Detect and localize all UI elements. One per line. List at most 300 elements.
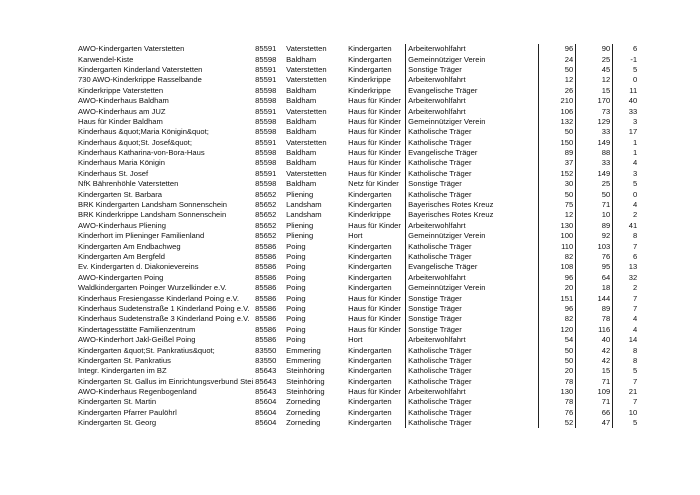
table-row [78, 148, 639, 158]
cell-town: Baldham [286, 127, 317, 137]
cell-capacity: 76 [539, 408, 576, 418]
cell-capacity: 151 [539, 293, 576, 303]
cell-provider: Arbeiterwohlfahrt [406, 44, 539, 54]
cell-difference: 10 [613, 408, 640, 418]
cell-difference: 8 [613, 345, 640, 355]
cell-name: BRK Kinderkrippe Landsham Sonnenschein [78, 210, 227, 220]
cell-type: Haus für Kinder [348, 127, 401, 137]
cell-enrolled: 76 [576, 252, 613, 262]
table-row [78, 314, 639, 324]
cell-type: Kindergarten [348, 345, 392, 355]
table-row [78, 418, 639, 428]
cell-difference: 6 [613, 44, 640, 54]
cell-difference: 1 [613, 138, 640, 148]
cell-town: Vaterstetten [286, 75, 327, 85]
cell-town: Vaterstetten [286, 44, 327, 54]
cell-enrolled: 78 [576, 314, 613, 324]
cell-enrolled: 15 [576, 366, 613, 376]
cell-enrolled: 50 [576, 189, 613, 199]
cell-enrolled: 64 [576, 273, 613, 283]
cell-capacity: 50 [539, 65, 576, 75]
cell-capacity: 82 [539, 314, 576, 324]
cell-type: Kindergarten [348, 241, 392, 251]
cell-type: Haus für Kinder [348, 116, 401, 126]
cell-capacity: 30 [539, 179, 576, 189]
cell-postal-code: 85643 [255, 387, 277, 397]
cell-provider: Bayerisches Rotes Kreuz [406, 210, 539, 220]
cell-difference: 5 [613, 418, 640, 428]
table-row [78, 273, 639, 283]
cell-postal-code: 85643 [255, 366, 277, 376]
cell-type: Haus für Kinder [348, 314, 401, 324]
cell-provider: Katholische Träger [406, 418, 539, 428]
cell-postal-code: 85604 [255, 407, 277, 417]
cell-provider: Arbeiterwohlfahrt [406, 75, 539, 85]
cell-provider: Evangelische Träger [406, 262, 539, 272]
table-row [78, 325, 639, 335]
table-row [78, 252, 639, 262]
cell-provider: Katholische Träger [406, 345, 539, 355]
cell-enrolled: 42 [576, 345, 613, 355]
table-row [78, 106, 639, 116]
cell-provider: Arbeiterwohlfahrt [406, 273, 539, 283]
cell-provider: Katholische Träger [406, 397, 539, 407]
cell-name: Karwendel-Kiste [78, 54, 134, 64]
cell-type: Kindergarten [348, 200, 392, 210]
cell-provider: Katholische Träger [406, 241, 539, 251]
cell-postal-code: 85586 [255, 252, 277, 261]
cell-capacity: 50 [539, 356, 576, 366]
cell-enrolled: 73 [576, 106, 613, 116]
cell-postal-code: 83550 [255, 345, 277, 355]
cell-name: Kinderhaus Sudetenstraße 1 Kinderland Poing e.V. [78, 303, 250, 313]
cell-postal-code: 85586 [255, 283, 277, 293]
cell-name: Kinderhaus Maria Königin [78, 158, 165, 168]
cell-provider: Katholische Träger [406, 356, 539, 366]
cell-difference: 33 [613, 106, 640, 116]
cell-type: Haus für Kinder [348, 303, 401, 313]
cell-type: Kinderkrippe [348, 75, 391, 85]
cell-capacity: 50 [539, 345, 576, 355]
cell-postal-code: 85598 [255, 85, 277, 95]
cell-provider: Katholische Träger [406, 252, 539, 262]
table-row [78, 138, 639, 148]
cell-enrolled: 103 [576, 241, 613, 251]
cell-capacity: 152 [539, 169, 576, 179]
cell-town: Poing [286, 293, 306, 303]
cell-difference: 14 [613, 335, 640, 345]
cell-enrolled: 15 [576, 86, 613, 96]
cell-town: Vaterstetten [286, 64, 327, 74]
cell-difference: 4 [613, 200, 640, 210]
cell-name: Haus für Kinder Baldham [78, 116, 163, 126]
cell-difference: 4 [613, 158, 640, 168]
cell-town: Zorneding [286, 397, 321, 407]
cell-capacity: 75 [539, 200, 576, 210]
cell-difference: 7 [613, 293, 640, 303]
cell-postal-code: 85591 [255, 168, 277, 178]
cell-name: Kindergarten Am Bergfeld [78, 252, 165, 261]
cell-name: Kinderkrippe Vaterstetten [78, 85, 164, 95]
cell-enrolled: 170 [576, 96, 613, 106]
cell-difference: 7 [613, 241, 640, 251]
cell-town: Baldham [286, 158, 317, 168]
cell-enrolled: 40 [576, 335, 613, 345]
cell-provider: Katholische Träger [406, 127, 539, 137]
cell-name: Kinderhaus Sudetenstraße 3 Kinderland Poing e.V. [78, 314, 250, 324]
cell-type: Haus für Kinder [348, 220, 401, 230]
cell-difference: 6 [613, 252, 640, 262]
table-row [78, 54, 639, 64]
cell-enrolled: 10 [576, 210, 613, 220]
cell-difference: 4 [613, 325, 640, 335]
cell-postal-code: 83550 [255, 355, 277, 365]
cell-capacity: 108 [539, 262, 576, 272]
table-row [78, 304, 639, 314]
cell-provider: Sonstige Träger [406, 293, 539, 303]
cell-capacity: 37 [539, 158, 576, 168]
cell-enrolled: 92 [576, 231, 613, 241]
cell-difference: 1 [613, 148, 640, 158]
table-row [78, 387, 639, 397]
table-row [78, 241, 639, 251]
cell-type: Kinderkrippe [348, 85, 391, 95]
cell-town: Zorneding [286, 407, 321, 417]
cell-capacity: 54 [539, 335, 576, 345]
cell-capacity: 20 [539, 366, 576, 376]
cell-name: BRK Kindergarten Landsham Sonnenschein [78, 200, 228, 210]
cell-difference: 0 [613, 189, 640, 199]
cell-town: Emmering [286, 355, 321, 365]
table-row [78, 283, 639, 293]
cell-postal-code: 85598 [255, 116, 277, 126]
cell-type: Kindergarten [348, 407, 392, 417]
cell-provider: Arbeiterwohlfahrt [406, 221, 539, 231]
cell-enrolled: 66 [576, 408, 613, 418]
cell-type: Kindergarten [348, 418, 392, 428]
cell-difference: 8 [613, 231, 640, 241]
cell-name: Kinderhaus &quot;Maria Königin&quot; [78, 127, 209, 137]
cell-provider: Katholische Träger [406, 169, 539, 179]
cell-name: Kindergarten Kinderland Vaterstetten [78, 64, 203, 74]
cell-difference: -1 [613, 54, 640, 64]
cell-capacity: 132 [539, 117, 576, 127]
cell-name: Kinderhaus Fresiengasse Kinderland Poing e.V. [78, 293, 239, 303]
cell-postal-code: 85652 [255, 231, 277, 241]
cell-type: Kinderkrippe [348, 210, 391, 220]
cell-provider: Katholische Träger [406, 377, 539, 387]
cell-enrolled: 149 [576, 169, 613, 179]
cell-difference: 7 [613, 377, 640, 387]
cell-type: Kindergarten [348, 54, 392, 64]
cell-type: Kindergarten [348, 397, 392, 407]
cell-provider: Sonstige Träger [406, 325, 539, 335]
cell-town: Poing [286, 262, 306, 272]
table-row [78, 231, 639, 241]
kita-table-body [78, 44, 639, 428]
cell-town: Baldham [286, 96, 317, 106]
cell-provider: Katholische Träger [406, 138, 539, 148]
cell-provider: Gemeinnütziger Verein [406, 231, 539, 241]
cell-name: AWO-Kinderhaus Baldham [78, 96, 169, 106]
cell-enrolled: 25 [576, 179, 613, 189]
cell-provider: Sonstige Träger [406, 65, 539, 75]
cell-enrolled: 149 [576, 138, 613, 148]
cell-town: Poing [286, 314, 306, 324]
cell-enrolled: 89 [576, 221, 613, 231]
cell-provider: Arbeiterwohlfahrt [406, 387, 539, 397]
cell-postal-code: 85586 [255, 262, 277, 272]
cell-postal-code: 85586 [255, 303, 277, 313]
cell-type: Haus für Kinder [348, 158, 401, 168]
cell-capacity: 24 [539, 54, 576, 64]
cell-enrolled: 33 [576, 158, 613, 168]
cell-difference: 5 [613, 179, 640, 189]
table-row [78, 335, 639, 345]
cell-capacity: 20 [539, 283, 576, 293]
cell-postal-code: 85591 [255, 137, 277, 147]
cell-difference: 11 [613, 86, 640, 96]
cell-type: Kindergarten [348, 366, 392, 376]
table-row [78, 158, 639, 168]
cell-town: Baldham [286, 179, 317, 189]
table-row [78, 408, 639, 418]
cell-enrolled: 33 [576, 127, 613, 137]
cell-postal-code: 85591 [255, 75, 277, 85]
cell-type: Netz für Kinder [348, 179, 399, 189]
cell-provider: Katholische Träger [406, 408, 539, 418]
cell-difference: 32 [613, 273, 640, 283]
table-row [78, 96, 639, 106]
cell-enrolled: 12 [576, 75, 613, 85]
kita-table [78, 44, 639, 428]
table-row [78, 75, 639, 85]
cell-type: Kindergarten [348, 262, 392, 272]
cell-type: Kindergarten [348, 272, 392, 282]
cell-enrolled: 42 [576, 356, 613, 366]
cell-type: Haus für Kinder [348, 324, 401, 334]
cell-capacity: 26 [539, 86, 576, 96]
cell-enrolled: 45 [576, 65, 613, 75]
cell-name: Kindergarten St. Gallus im Einrichtungsverbund Stei [78, 376, 254, 386]
cell-town: Landsham [286, 200, 322, 210]
cell-provider: Arbeiterwohlfahrt [406, 96, 539, 106]
cell-type: Haus für Kinder [348, 168, 401, 178]
cell-capacity: 96 [539, 44, 576, 54]
cell-difference: 13 [613, 262, 640, 272]
cell-capacity: 130 [539, 387, 576, 397]
cell-type: Haus für Kinder [348, 387, 401, 397]
cell-type: Kindergarten [348, 64, 392, 74]
cell-capacity: 50 [539, 127, 576, 137]
cell-enrolled: 47 [576, 418, 613, 428]
cell-provider: Sonstige Träger [406, 179, 539, 189]
table-row [78, 221, 639, 231]
cell-name: Ev. Kindergarten d. Diakonievereins [78, 262, 199, 272]
cell-difference: 17 [613, 127, 640, 137]
table-row [78, 377, 639, 387]
cell-postal-code: 85591 [255, 64, 277, 74]
cell-difference: 5 [613, 366, 640, 376]
cell-name: Kinderhaus St. Josef [78, 168, 149, 178]
cell-difference: 0 [613, 75, 640, 85]
cell-town: Pliening [286, 220, 314, 230]
cell-town: Steinhöring [286, 376, 325, 386]
cell-postal-code: 85591 [255, 106, 277, 116]
cell-postal-code: 85598 [255, 54, 277, 64]
cell-postal-code: 85598 [255, 127, 277, 137]
cell-difference: 7 [613, 304, 640, 314]
table-row [78, 200, 639, 210]
table-row [78, 127, 639, 137]
cell-enrolled: 144 [576, 293, 613, 303]
table-row [78, 86, 639, 96]
cell-type: Kindergarten [348, 283, 392, 293]
cell-capacity: 106 [539, 106, 576, 116]
table-row [78, 179, 639, 189]
cell-type: Hort [348, 335, 363, 345]
cell-postal-code: 85598 [255, 96, 277, 106]
cell-town: Vaterstetten [286, 106, 327, 116]
cell-provider: Evangelische Träger [406, 86, 539, 96]
cell-name: Waldkindergarten Poinger Wurzelkinder e.V. [78, 283, 227, 293]
cell-enrolled: 89 [576, 304, 613, 314]
cell-postal-code: 85598 [255, 148, 277, 158]
cell-difference: 21 [613, 387, 640, 397]
cell-postal-code: 85586 [255, 314, 277, 324]
cell-difference: 5 [613, 65, 640, 75]
table-row [78, 44, 639, 54]
cell-capacity: 78 [539, 397, 576, 407]
cell-provider: Katholische Träger [406, 366, 539, 376]
cell-enrolled: 88 [576, 148, 613, 158]
cell-provider: Sonstige Träger [406, 314, 539, 324]
cell-town: Poing [286, 241, 306, 251]
cell-type: Kindergarten [348, 189, 392, 199]
cell-town: Landsham [286, 210, 322, 220]
table-row [78, 356, 639, 366]
cell-capacity: 96 [539, 273, 576, 283]
cell-difference: 3 [613, 117, 640, 127]
cell-difference: 7 [613, 397, 640, 407]
cell-name: Kindergarten St. Pankratius [78, 355, 171, 365]
cell-enrolled: 116 [576, 325, 613, 335]
cell-difference: 4 [613, 314, 640, 324]
cell-provider: Gemeinnütziger Verein [406, 117, 539, 127]
cell-capacity: 130 [539, 221, 576, 231]
cell-capacity: 110 [539, 241, 576, 251]
cell-capacity: 12 [539, 75, 576, 85]
cell-provider: Sonstige Träger [406, 304, 539, 314]
cell-town: Poing [286, 335, 306, 345]
cell-name: Kindergarten Pfarrer Paulöhrl [78, 407, 177, 417]
cell-type: Kindergarten [348, 355, 392, 365]
cell-type: Haus für Kinder [348, 148, 401, 158]
cell-capacity: 50 [539, 189, 576, 199]
table-row [78, 397, 639, 407]
cell-name: NfK Bährenhöhle Vaterstetten [78, 179, 179, 189]
cell-capacity: 82 [539, 252, 576, 262]
cell-enrolled: 71 [576, 377, 613, 387]
cell-enrolled: 129 [576, 117, 613, 127]
cell-name: AWO-Kinderhaus Regenbogenland [78, 387, 197, 397]
cell-town: Vaterstetten [286, 137, 327, 147]
cell-town: Pliening [286, 231, 314, 241]
cell-difference: 3 [613, 169, 640, 179]
cell-town: Steinhöring [286, 387, 325, 397]
cell-postal-code: 85586 [255, 241, 277, 251]
cell-provider: Gemeinnütziger Verein [406, 54, 539, 64]
cell-capacity: 96 [539, 304, 576, 314]
cell-postal-code: 85591 [255, 44, 277, 54]
cell-capacity: 78 [539, 377, 576, 387]
cell-provider: Evangelische Träger [406, 148, 539, 158]
cell-town: Poing [286, 324, 306, 334]
cell-postal-code: 85586 [255, 324, 277, 334]
cell-enrolled: 71 [576, 397, 613, 407]
cell-enrolled: 90 [576, 44, 613, 54]
cell-capacity: 12 [539, 210, 576, 220]
cell-enrolled: 18 [576, 283, 613, 293]
cell-difference: 41 [613, 221, 640, 231]
table-row [78, 169, 639, 179]
cell-type: Haus für Kinder [348, 137, 401, 147]
cell-postal-code: 85652 [255, 220, 277, 230]
cell-name: AWO-Kindergarten Vaterstetten [78, 44, 185, 54]
cell-capacity: 89 [539, 148, 576, 158]
table-row [78, 345, 639, 355]
cell-name: Kindertagesstätte Familienzentrum [78, 324, 196, 334]
cell-enrolled: 71 [576, 200, 613, 210]
cell-provider: Gemeinnütziger Verein [406, 283, 539, 293]
cell-enrolled: 95 [576, 262, 613, 272]
cell-town: Zorneding [286, 418, 321, 428]
cell-type: Kindergarten [348, 44, 392, 54]
cell-difference: 2 [613, 283, 640, 293]
cell-provider: Arbeiterwohlfahrt [406, 106, 539, 116]
cell-type: Kindergarten [348, 252, 392, 261]
cell-town: Steinhöring [286, 366, 325, 376]
cell-name: Kinderhort im Plieninger Familienland [78, 231, 205, 241]
cell-town: Baldham [286, 85, 317, 95]
cell-name: AWO-Kinderhort Jakl-Geißel Poing [78, 335, 196, 345]
cell-name: Integr. Kindergarten im BZ [78, 366, 167, 376]
cell-postal-code: 85586 [255, 272, 277, 282]
cell-postal-code: 85586 [255, 293, 277, 303]
cell-capacity: 210 [539, 96, 576, 106]
cell-postal-code: 85604 [255, 397, 277, 407]
cell-name: 730 AWO-Kinderkrippe Rasselbande [78, 75, 202, 85]
table-row [78, 366, 639, 376]
table-row [78, 262, 639, 272]
cell-name: Kindergarten &quot;St. Pankratius&quot; [78, 345, 215, 355]
table-row [78, 210, 639, 220]
cell-capacity: 52 [539, 418, 576, 428]
cell-difference: 40 [613, 96, 640, 106]
cell-capacity: 100 [539, 231, 576, 241]
cell-name: AWO-Kinderhaus Pliening [78, 220, 166, 230]
cell-postal-code: 85598 [255, 158, 277, 168]
cell-town: Poing [286, 272, 306, 282]
cell-capacity: 120 [539, 325, 576, 335]
cell-town: Baldham [286, 54, 317, 64]
cell-postal-code: 85604 [255, 418, 277, 428]
cell-postal-code: 85652 [255, 210, 277, 220]
table-row [78, 293, 639, 303]
cell-town: Poing [286, 303, 306, 313]
cell-type: Kindergarten [348, 376, 392, 386]
cell-town: Emmering [286, 345, 321, 355]
